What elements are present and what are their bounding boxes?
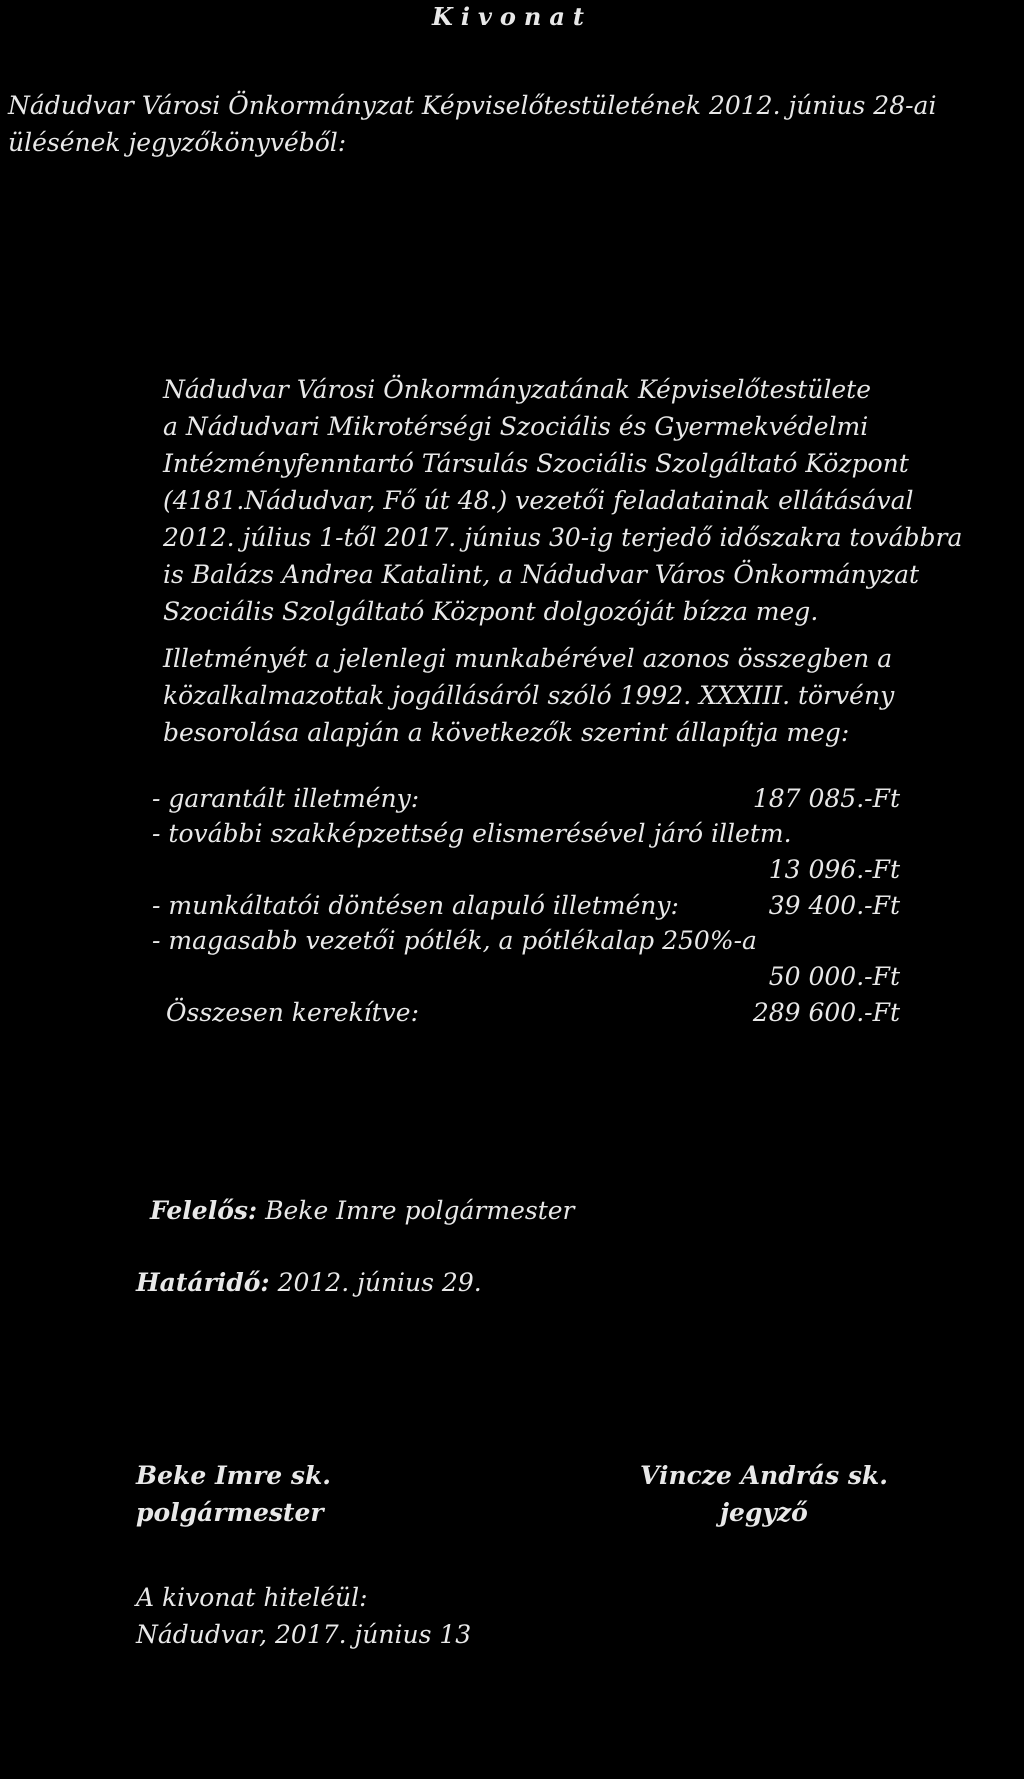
item-label: - munkáltatói döntésen alapuló illetmény: [152, 891, 679, 920]
item-value: 50 000.-Ft [768, 962, 900, 991]
document-title: Kivonat [431, 2, 592, 31]
resolution-line: Szociális Szolgáltató Központ dolgozóját bízza meg. [163, 597, 819, 626]
resolution-line: Intézményfenntartó Társulás Szociális Szolgáltató Központ [163, 449, 909, 478]
total-label: Összesen kerekítve: [166, 998, 420, 1027]
resolution-block [163, 371, 962, 630]
intro-line: Nádudvar Városi Önkormányzat Képviselőtestületének 2012. június 28-ai [8, 91, 937, 120]
item-value: 187 085.-Ft [752, 784, 900, 813]
certification-date: Nádudvar, 2017. június 13 [136, 1620, 472, 1649]
item-label: - további szakképzettség elismerésével járó illetm. [152, 819, 792, 848]
responsible-line [150, 1192, 575, 1229]
salary-line: Illetményét a jelenlegi munkabérével azonos összegben a [163, 644, 893, 673]
certification-block [136, 1579, 471, 1653]
certification-label: A kivonat hiteléül: [136, 1583, 368, 1612]
resolution-line: Nádudvar Városi Önkormányzatának Képviselőtestülete [163, 375, 872, 404]
responsible-value: Beke Imre polgármester [265, 1196, 575, 1225]
responsible-label: Felelős: [150, 1196, 258, 1225]
resolution-line: a Nádudvari Mikrotérségi Szociális és Gyermekvédelmi [163, 412, 869, 441]
signature-name: Vincze András sk. [640, 1461, 888, 1490]
item-label: - garantált illetmény: [152, 784, 420, 813]
signature-left [136, 1457, 331, 1531]
deadline-line [136, 1264, 482, 1301]
salary-line: besorolása alapján a következők szerint állapítja meg: [163, 718, 850, 747]
signature-name: Beke Imre sk. [136, 1461, 331, 1490]
signature-role: jegyző [720, 1498, 808, 1527]
deadline-value: 2012. június 29. [277, 1268, 482, 1297]
resolution-line: (4181.Nádudvar, Fő út 48.) vezetői feladatainak ellátásával [163, 486, 914, 515]
intro-line: ülésének jegyzőkönyvéből: [8, 128, 347, 157]
signature-right [640, 1457, 888, 1531]
resolution-line: 2012. július 1-től 2017. június 30-ig terjedő időszakra továbbra [163, 523, 963, 552]
salary-line: közalkalmazottak jogállásáról szóló 1992. XXXIII. törvény [163, 681, 895, 710]
item-value: 13 096.-Ft [768, 855, 900, 884]
resolution-line: is Balázs Andrea Katalint, a Nádudvar Város Önkormányzat [163, 560, 920, 589]
signature-role: polgármester [136, 1498, 324, 1527]
salary-intro-block [163, 640, 894, 751]
deadline-label: Határidő: [136, 1268, 270, 1297]
item-value: 39 400.-Ft [768, 891, 900, 920]
total-value: 289 600.-Ft [752, 998, 900, 1027]
item-label: - magasabb vezetői pótlék, a pótlékalap 250%-a [152, 926, 757, 955]
intro-block [8, 87, 936, 161]
